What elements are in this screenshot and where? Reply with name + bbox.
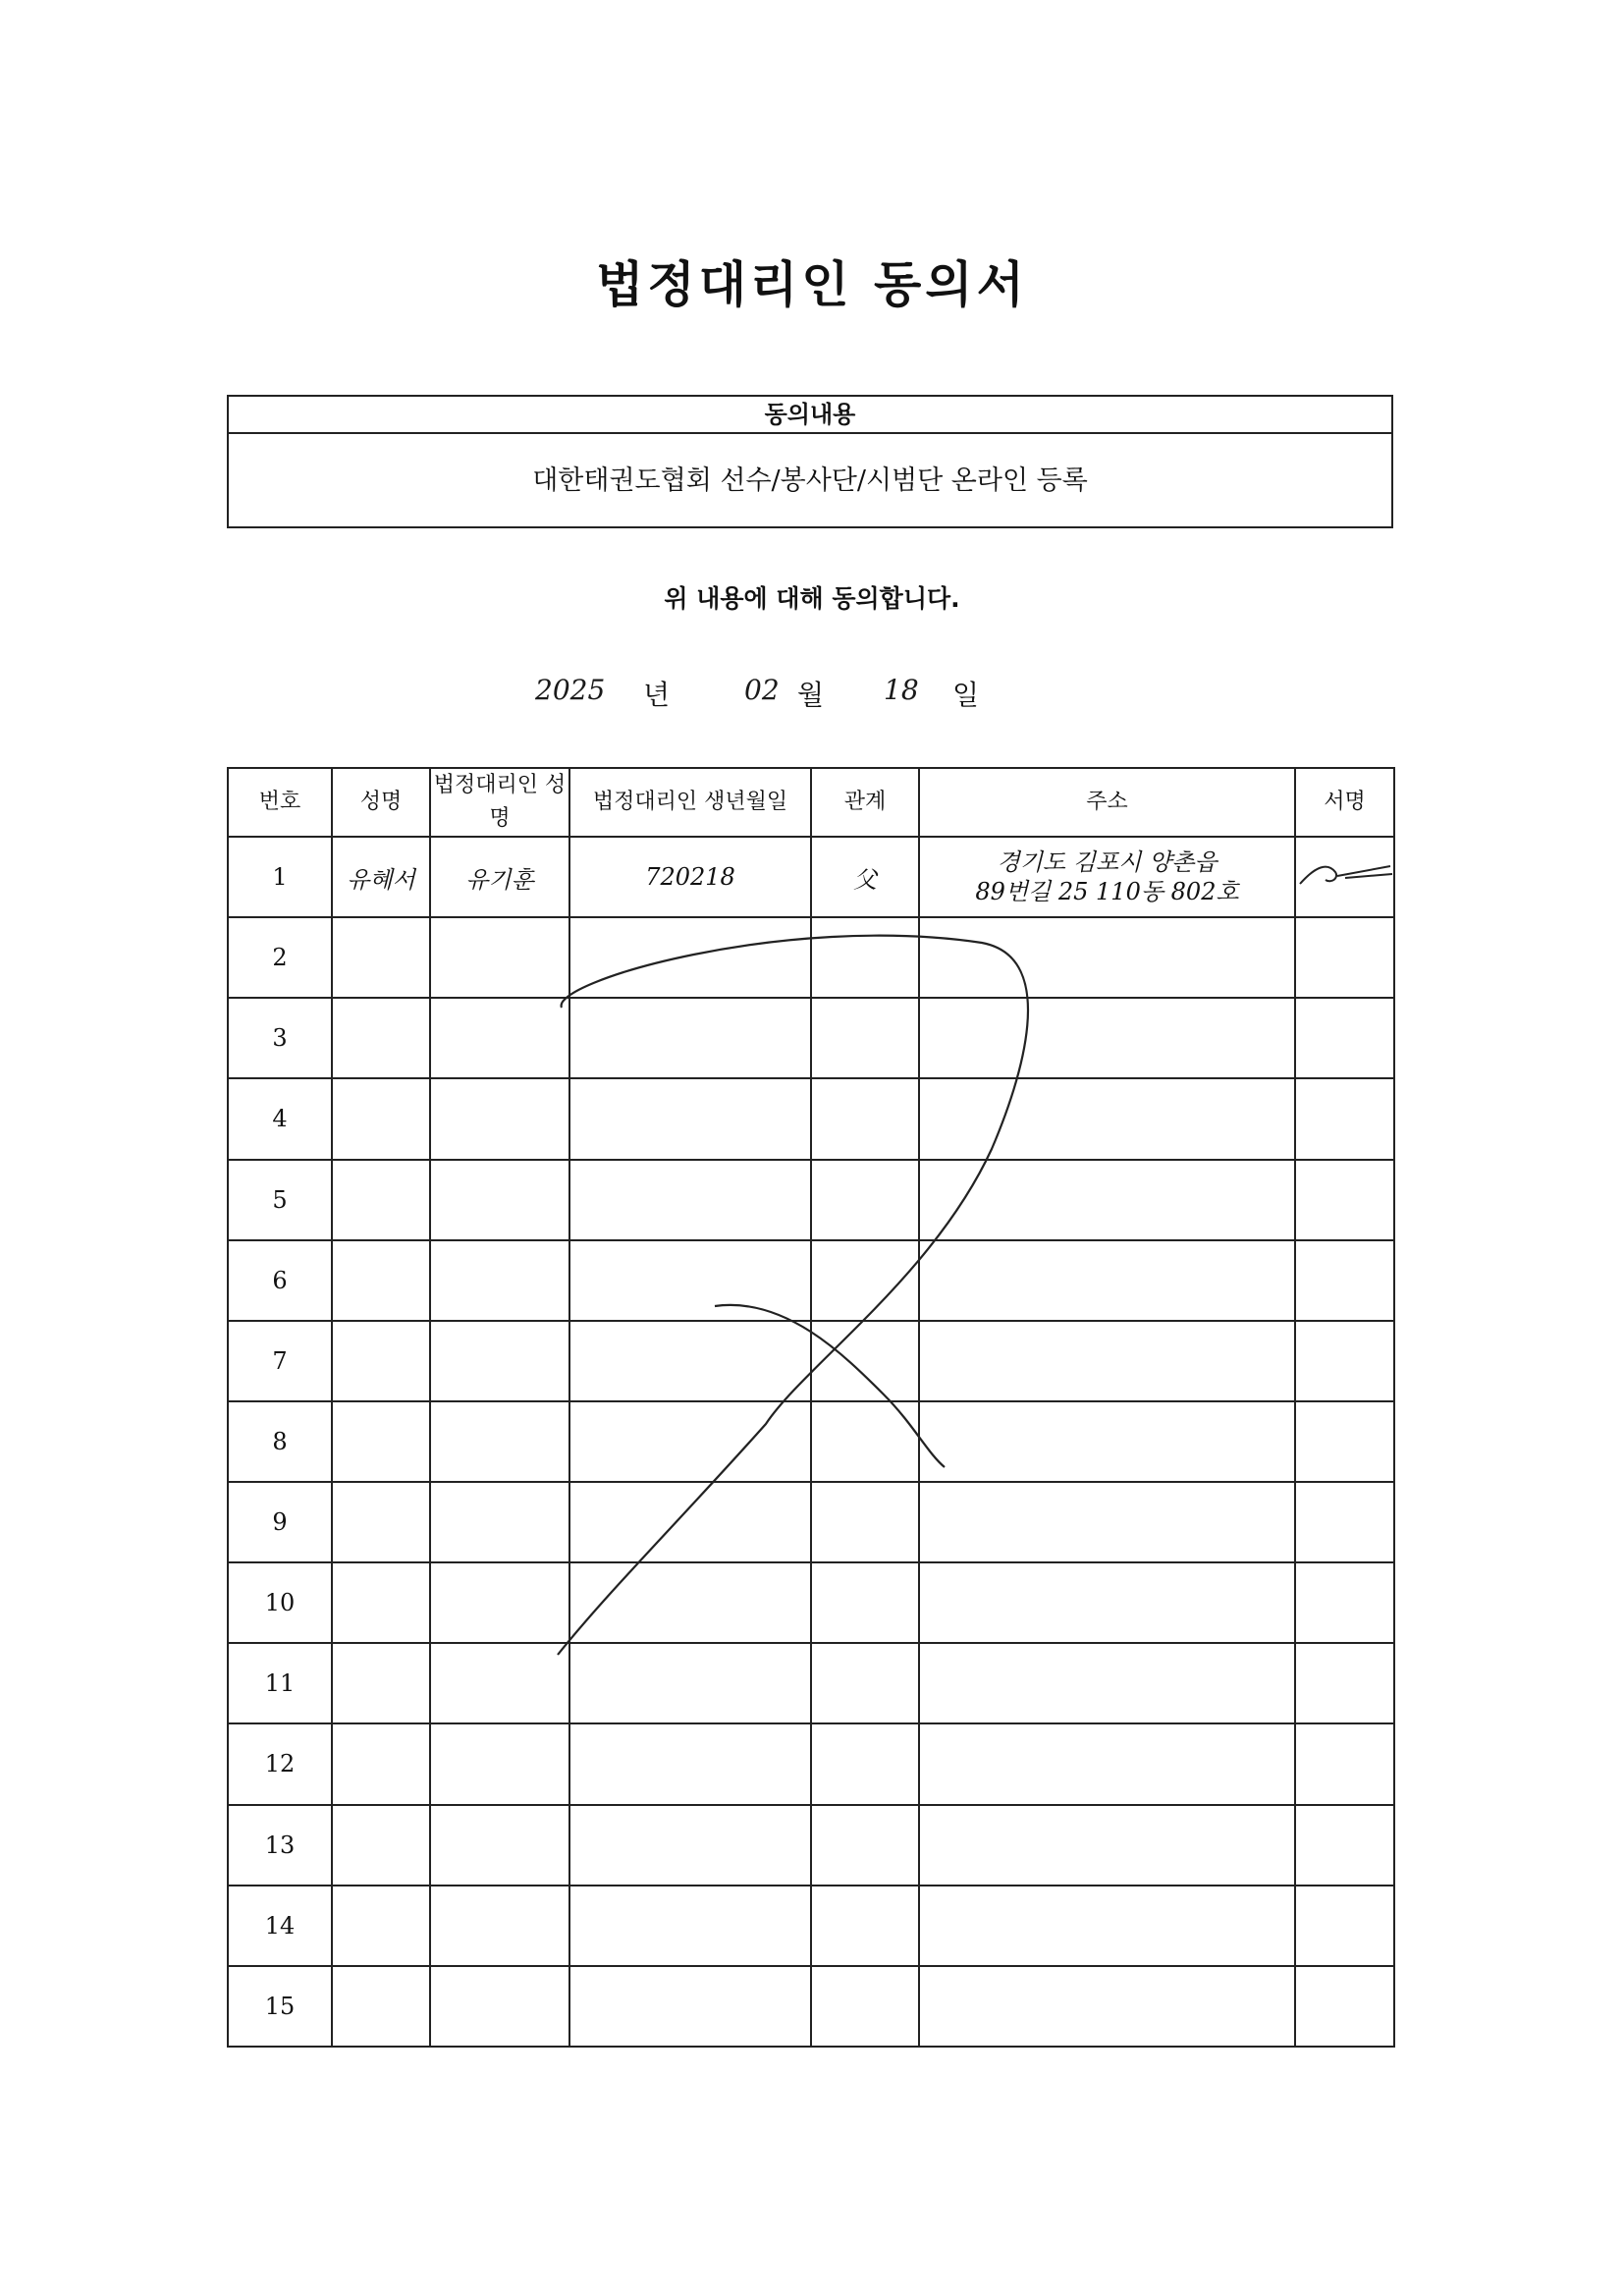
header-guardian-birth: 법정대리인 생년월일 [569, 768, 811, 837]
table-row [228, 1482, 1394, 1562]
header-guardian-name: 법정대리인 성명 [430, 768, 569, 837]
row-number: 5 [228, 1160, 332, 1240]
row-guardian-name: 유기훈 [430, 837, 569, 917]
date-month-unit: 월 [797, 679, 825, 711]
row-number: 8 [228, 1401, 332, 1482]
row-number: 11 [228, 1643, 332, 1723]
date-day-unit: 일 [952, 679, 980, 711]
table-row [228, 917, 1394, 998]
row-number: 4 [228, 1078, 332, 1159]
table-header-row [228, 768, 1394, 837]
row-address-line1: 경기도 김포시 양촌읍 [997, 848, 1218, 877]
header-address: 주소 [919, 768, 1295, 837]
table-row [228, 1321, 1394, 1401]
date-day: 18 [884, 674, 919, 706]
row-number: 14 [228, 1886, 332, 1966]
consent-content-body: 대한태권도협회 선수/봉사단/시범단 온라인 등록 [532, 465, 1088, 496]
date-year-unit: 년 [643, 679, 671, 711]
table-row [228, 1078, 1394, 1159]
row-address [919, 837, 1295, 917]
row-number: 13 [228, 1805, 332, 1886]
row-number: 12 [228, 1723, 332, 1804]
agreement-statement: 위 내용에 대해 동의합니다. [664, 584, 960, 613]
guardian-table [227, 767, 1395, 2048]
table-row [228, 1723, 1394, 1804]
signature-scribble [1296, 854, 1394, 894]
consent-content-header: 동의내용 [229, 397, 1391, 434]
table-row [228, 998, 1394, 1078]
date-month: 02 [744, 674, 780, 706]
row-name: 유혜서 [332, 837, 430, 917]
date-line [0, 666, 1624, 715]
row-number: 1 [228, 837, 332, 917]
header-name: 성명 [332, 768, 430, 837]
table-row [228, 1562, 1394, 1643]
row-guardian-birth: 720218 [569, 837, 811, 917]
header-relation: 관계 [811, 768, 919, 837]
row-number: 7 [228, 1321, 332, 1401]
table-row [228, 1240, 1394, 1321]
row-number: 15 [228, 1966, 332, 2047]
table-row [228, 1805, 1394, 1886]
table-row [228, 1160, 1394, 1240]
consent-content-box [227, 395, 1393, 528]
date-year: 2025 [535, 674, 606, 706]
row-relation: 父 [811, 837, 919, 917]
header-number: 번호 [228, 768, 332, 837]
table-row [228, 1886, 1394, 1966]
row-number: 9 [228, 1482, 332, 1562]
header-signature: 서명 [1295, 768, 1394, 837]
table-row [228, 1966, 1394, 2047]
table-row [228, 837, 1394, 917]
table-row [228, 1643, 1394, 1723]
row-address-line2: 89번길 25 110동 802호 [975, 878, 1239, 906]
document-title: 법정대리인 동의서 [596, 256, 1028, 313]
row-number: 6 [228, 1240, 332, 1321]
table-row [228, 1401, 1394, 1482]
row-number: 2 [228, 917, 332, 998]
row-number: 10 [228, 1562, 332, 1643]
row-signature [1295, 837, 1394, 917]
row-number: 3 [228, 998, 332, 1078]
